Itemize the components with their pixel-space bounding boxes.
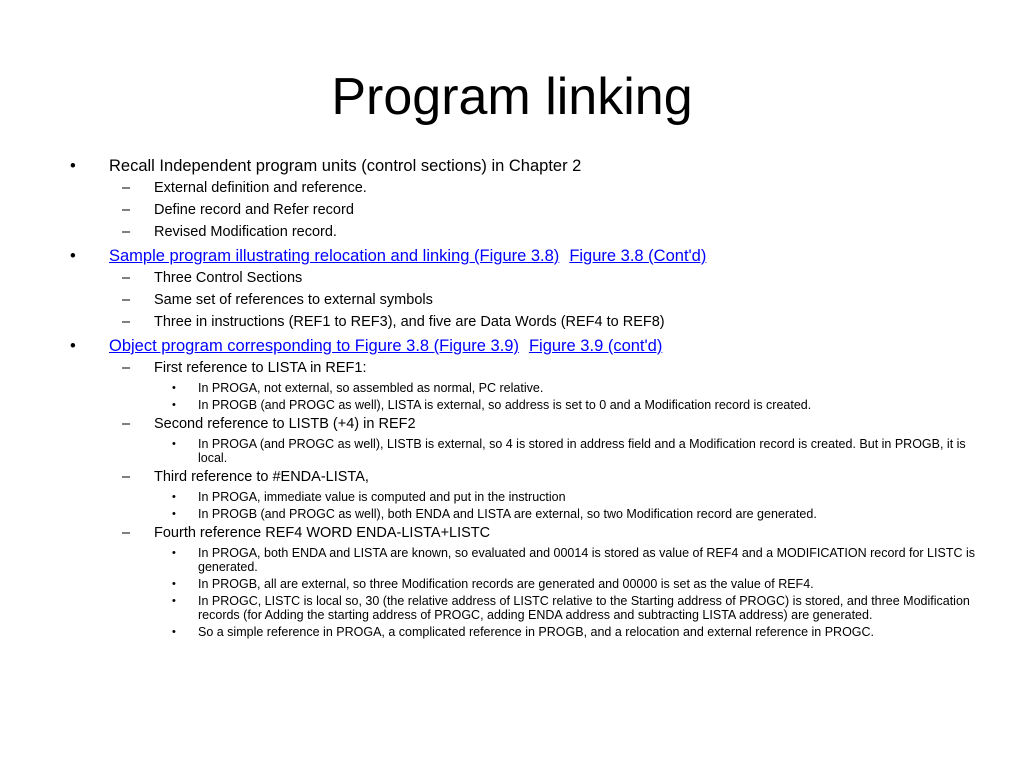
bullet-text: Recall Independent program units (control sections) in Chapter 2 bbox=[109, 157, 582, 175]
sub-bullet-text: First reference to LISTA in REF1: bbox=[154, 360, 367, 376]
detail-text: In PROGA, immediate value is computed and put in the instruction bbox=[198, 490, 566, 504]
dash-icon: – bbox=[122, 202, 131, 218]
detail-bullet-item bbox=[70, 507, 985, 521]
small-bullet-icon: • bbox=[172, 508, 176, 520]
sub-bullet-item bbox=[70, 223, 985, 242]
small-bullet-icon: • bbox=[172, 578, 176, 590]
detail-bullet-item bbox=[70, 625, 985, 639]
dash-icon: – bbox=[122, 224, 131, 240]
bullet-item bbox=[70, 156, 985, 176]
bullet-dot-icon: • bbox=[70, 337, 76, 355]
small-bullet-icon: • bbox=[172, 626, 176, 638]
slide-title: Program linking bbox=[331, 68, 693, 126]
detail-text: In PROGC, LISTC is local so, 30 (the relative address of LISTC relative to the Starting address of PROGC) is stored, and three Modification records (for Adding the starting address of PROGC, adding ENDA address and subtracting LISTA address) are generated. bbox=[198, 594, 970, 622]
sub-bullet-item bbox=[70, 415, 985, 434]
sub-bullet-item bbox=[70, 291, 985, 310]
small-bullet-icon: • bbox=[172, 399, 176, 411]
sub-bullet-text: Fourth reference REF4 WORD ENDA-LISTA+LISTC bbox=[154, 525, 491, 541]
small-bullet-icon: • bbox=[172, 491, 176, 503]
dash-icon: – bbox=[122, 469, 131, 485]
detail-bullet-item bbox=[70, 546, 985, 574]
dash-icon: – bbox=[122, 360, 131, 376]
detail-text: In PROGA, not external, so assembled as normal, PC relative. bbox=[198, 381, 544, 395]
small-bullet-icon: • bbox=[172, 382, 176, 394]
figure-3-8-link[interactable]: Sample program illustrating relocation and linking (Figure 3.8) bbox=[109, 247, 560, 265]
small-bullet-icon: • bbox=[172, 438, 176, 450]
figure-3-8-contd-link[interactable]: Figure 3.8 (Cont'd) bbox=[569, 247, 707, 265]
bullet-item bbox=[70, 246, 985, 266]
bullet-dot-icon: • bbox=[70, 247, 76, 265]
bullet-dot-icon: • bbox=[70, 157, 76, 175]
detail-text: In PROGB (and PROGC as well), LISTA is external, so address is set to 0 and a Modification record is created. bbox=[198, 398, 812, 412]
small-bullet-icon: • bbox=[172, 547, 176, 559]
figure-3-9-contd-link[interactable]: Figure 3.9 (cont'd) bbox=[528, 337, 663, 355]
detail-bullet-item bbox=[70, 381, 985, 395]
detail-text: In PROGB (and PROGC as well), both ENDA and LISTA are external, so two Modification record are generated. bbox=[198, 507, 817, 521]
detail-text: In PROGA (and PROGC as well), LISTB is external, so 4 is stored in address field and a Modification record is created. But in PROGB, it is local. bbox=[198, 437, 966, 465]
sub-bullet-item bbox=[70, 524, 985, 543]
detail-text: So a simple reference in PROGA, a complicated reference in PROGB, and a relocation and external reference in PROGC. bbox=[198, 625, 875, 639]
sub-bullet-text: Same set of references to external symbols bbox=[154, 292, 433, 308]
dash-icon: – bbox=[122, 180, 131, 196]
dash-icon: – bbox=[122, 292, 131, 308]
sub-bullet-item bbox=[70, 313, 985, 332]
detail-text: In PROGA, both ENDA and LISTA are known, so evaluated and 00014 is stored as value of REF4 and a MODIFICATION record for LISTC is generated. bbox=[198, 546, 975, 574]
slide-content bbox=[70, 156, 985, 639]
detail-bullet-item bbox=[70, 594, 985, 622]
dash-icon: – bbox=[122, 525, 131, 541]
sub-bullet-text: Define record and Refer record bbox=[154, 202, 354, 218]
dash-icon: – bbox=[122, 314, 131, 330]
small-bullet-icon: • bbox=[172, 595, 176, 607]
dash-icon: – bbox=[122, 270, 131, 286]
sub-bullet-item bbox=[70, 359, 985, 378]
sub-bullet-item bbox=[70, 179, 985, 198]
sub-bullet-text: Revised Modification record. bbox=[154, 224, 337, 240]
sub-bullet-text: Third reference to #ENDA-LISTA, bbox=[154, 469, 369, 485]
bullet-item bbox=[70, 336, 985, 356]
detail-text: In PROGB, all are external, so three Modification records are generated and 00000 is set as the value of REF4. bbox=[198, 577, 814, 591]
sub-bullet-item bbox=[70, 201, 985, 220]
detail-bullet-item bbox=[70, 577, 985, 591]
sub-bullet-text: Three Control Sections bbox=[154, 270, 303, 286]
sub-bullet-text: External definition and reference. bbox=[154, 180, 367, 196]
sub-bullet-text: Three in instructions (REF1 to REF3), and five are Data Words (REF4 to REF8) bbox=[154, 314, 665, 330]
sub-bullet-item bbox=[70, 269, 985, 288]
detail-bullet-item bbox=[70, 437, 985, 465]
detail-bullet-item bbox=[70, 490, 985, 504]
sub-bullet-item bbox=[70, 468, 985, 487]
sub-bullet-text: Second reference to LISTB (+4) in REF2 bbox=[154, 416, 416, 432]
dash-icon: – bbox=[122, 416, 131, 432]
figure-3-9-link[interactable]: Object program corresponding to Figure 3.8 (Figure 3.9) bbox=[109, 337, 519, 355]
detail-bullet-item bbox=[70, 398, 985, 412]
